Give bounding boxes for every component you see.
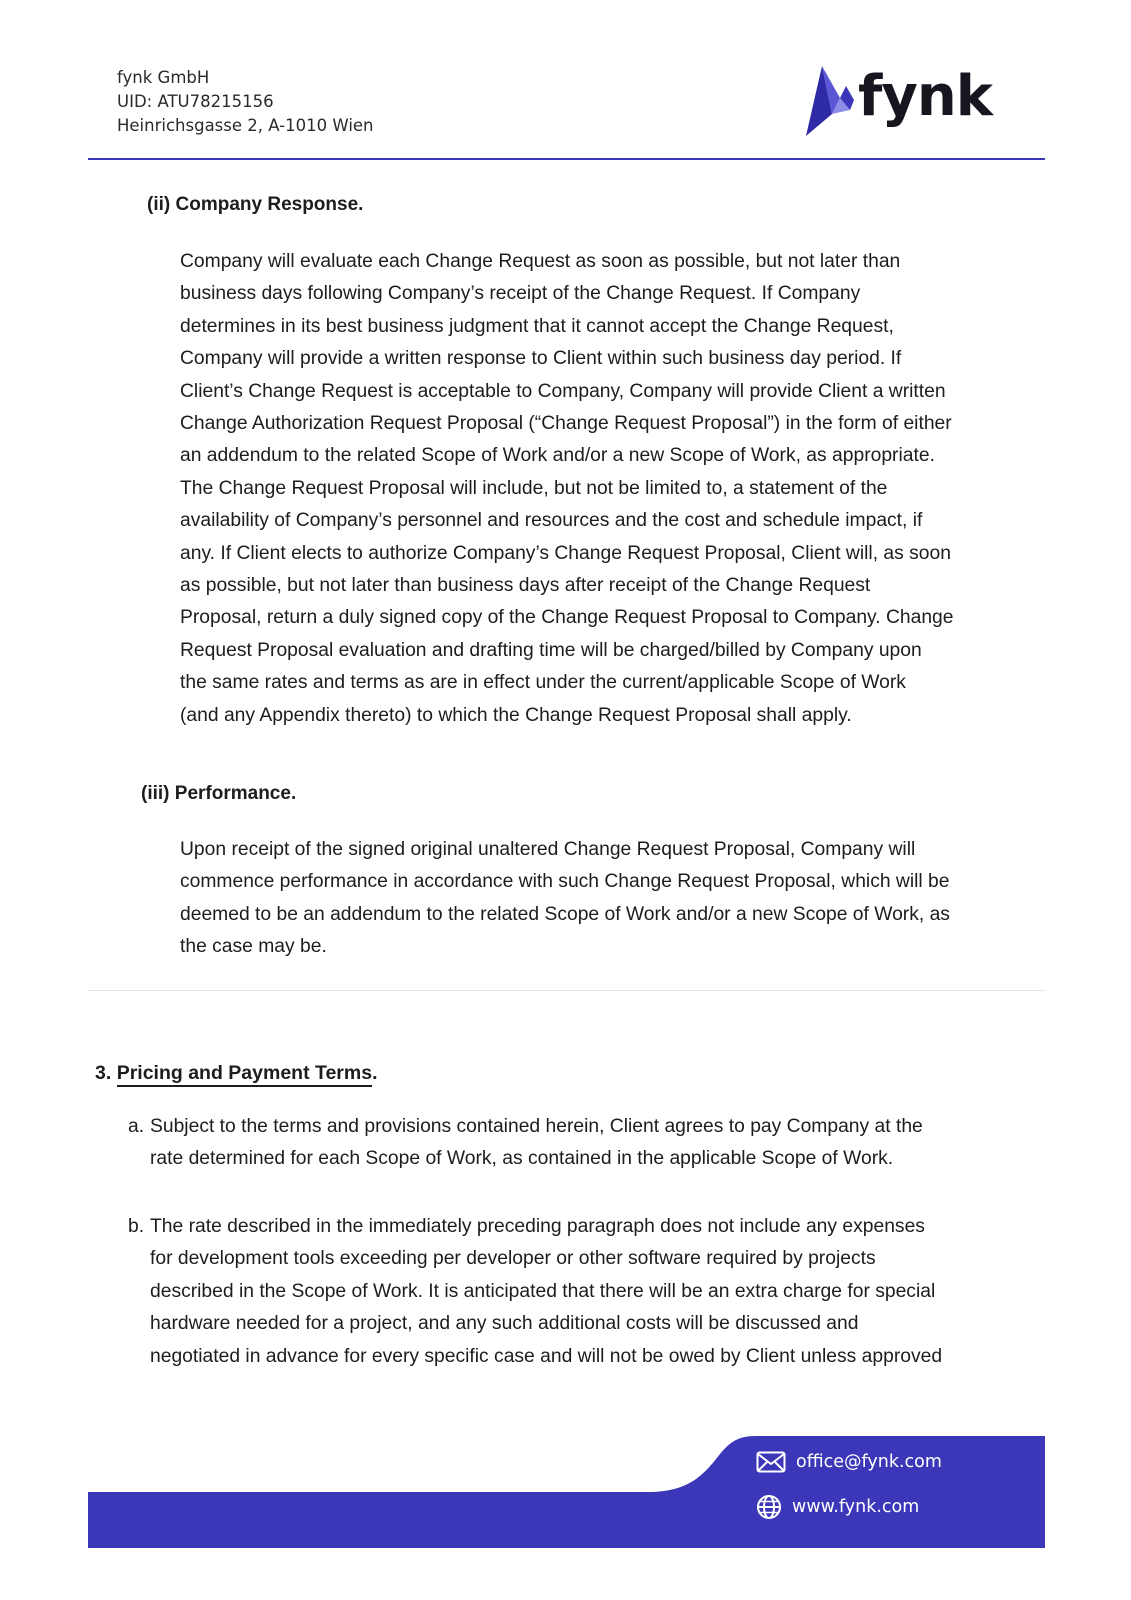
section-3-heading: [95, 1060, 378, 1086]
text-line: negotiated in advance for every specific case and will not be owed by Client unless approved: [150, 1345, 943, 1367]
text-line: availability of Company’s personnel and resources and the cost and schedule impact, if: [180, 510, 923, 532]
text-line: rate determined for each Scope of Work, as contained in the applicable Scope of Work.: [150, 1148, 894, 1170]
text-line: hardware needed for a project, and any such additional costs will be discussed and: [150, 1313, 859, 1335]
text-line: commence performance in accordance with such Change Request Proposal, which will be: [180, 871, 950, 893]
text-line: business days following Company’s receipt of the Change Request. If Company: [180, 283, 861, 305]
footer-website-text[interactable]: www.fynk.com: [792, 1497, 920, 1517]
list-marker: a.: [128, 1116, 145, 1137]
fynk-logo: [806, 62, 1006, 142]
performance-paragraph: [180, 834, 950, 964]
subsection-title: Performance.: [174, 783, 297, 804]
text-line: as possible, but not later than business days after receipt of the Change Request: [180, 575, 871, 597]
text-line: Company will evaluate each Change Request as soon as possible, but not later than: [180, 251, 901, 272]
text-line: Change Authorization Request Proposal (“Change Request Proposal”) in the form of either: [180, 413, 952, 435]
company-info: [117, 66, 374, 138]
section-number: 3.: [95, 1062, 112, 1084]
text-line: Company will provide a written response to Client within such business day period. If: [180, 348, 902, 370]
envelope-icon: [756, 1451, 786, 1473]
text-line: Client’s Change Request is acceptable to Company, Company will provide Client a written: [180, 380, 946, 402]
logo-wordmark: fynk: [858, 64, 992, 129]
text-line: Subject to the terms and provisions contained herein, Client agrees to pay Company at the: [150, 1116, 923, 1137]
subsection-title: Company Response.: [175, 194, 364, 215]
list-item-text: [150, 1211, 942, 1373]
text-line: the case may be.: [180, 936, 327, 958]
text-line: for development tools exceeding per developer or other software required by projects: [150, 1248, 876, 1270]
globe-icon: [756, 1494, 782, 1520]
text-line: The rate described in the immediately preceding paragraph does not include any expenses: [150, 1216, 925, 1237]
footer-email[interactable]: [756, 1451, 942, 1473]
company-address: Heinrichsgasse 2, A-1010 Wien: [117, 116, 374, 135]
list-marker: b.: [128, 1216, 145, 1237]
list-item-text: [150, 1111, 923, 1176]
text-line: deemed to be an addendum to the related Scope of Work and/or a new Scope of Work, as: [180, 903, 950, 925]
subsection-number: (ii): [147, 194, 171, 215]
section-title-period: .: [372, 1062, 378, 1084]
subsection-number: (iii): [141, 783, 170, 804]
text-line: The Change Request Proposal will include, but not be limited to, a statement of the: [180, 477, 888, 499]
company-response-paragraph: [180, 246, 954, 732]
section-title: Pricing and Payment Terms: [117, 1062, 372, 1087]
text-line: determines in its best business judgment that it cannot accept the Change Request,: [180, 315, 894, 337]
text-line: Proposal, return a duly signed copy of the Change Request Proposal to Company. Change: [180, 607, 954, 629]
company-response-heading: [147, 193, 363, 217]
footer: [88, 1436, 1045, 1548]
text-line: Upon receipt of the signed original unaltered Change Request Proposal, Company will: [180, 839, 916, 860]
footer-email-text[interactable]: office@fynk.com: [796, 1452, 942, 1472]
text-line: an addendum to the related Scope of Work and/or a new Scope of Work, as appropriate.: [180, 445, 935, 467]
text-line: (and any Appendix thereto) to which the Change Request Proposal shall apply.: [180, 704, 852, 726]
company-name: fynk GmbH: [117, 68, 210, 87]
text-line: Request Proposal evaluation and drafting time will be charged/billed by Company upon: [180, 639, 922, 661]
company-uid: UID: ATU78215156: [117, 92, 274, 111]
performance-heading: [141, 782, 296, 806]
text-line: the same rates and terms as are in effect under the current/applicable Scope of Work: [180, 672, 906, 694]
text-line: described in the Scope of Work. It is anticipated that there will be an extra charge for special: [150, 1280, 936, 1302]
footer-website[interactable]: [756, 1494, 919, 1520]
header-divider: [88, 158, 1045, 160]
section-divider: [88, 990, 1045, 991]
text-line: any. If Client elects to authorize Company’s Change Request Proposal, Client will, as soon: [180, 542, 951, 564]
